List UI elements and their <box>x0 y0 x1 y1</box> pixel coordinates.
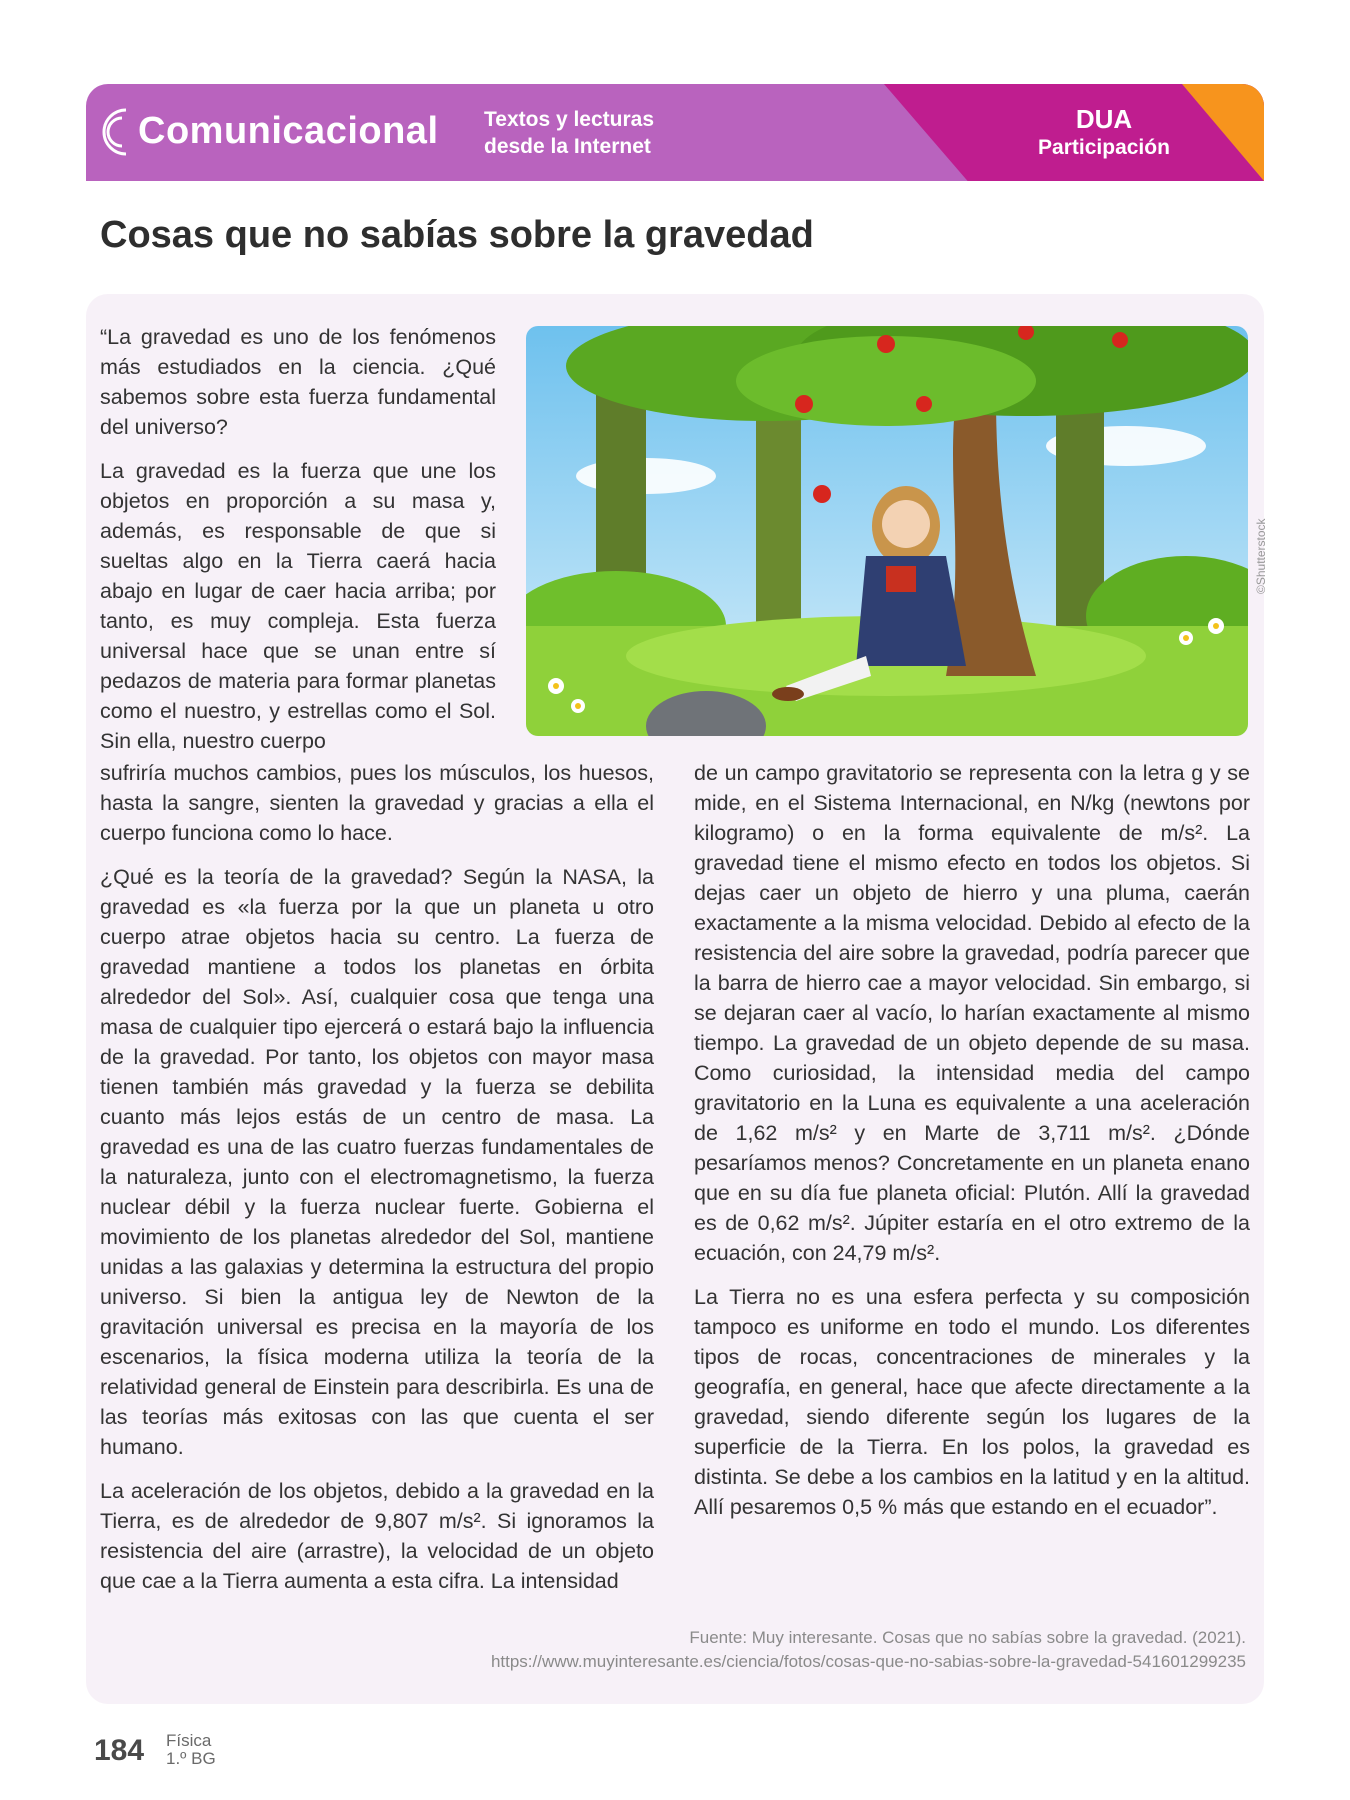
dua-title: DUA <box>1075 104 1133 134</box>
article-right-column <box>694 758 1250 1536</box>
section-banner <box>86 84 1264 181</box>
article-intro-column <box>100 322 496 770</box>
paragraph-2a: La gravedad es la fuerza que une los objetos en proporción a su masa y, además, es responsable de que si sueltas algo en la Tierra caerá hacia abajo en lugar de caer hacia arriba; por tanto, es muy compleja. Esta fuerza universal hace que se unan entre sí pedazos de materia para formar planetas como el nuestro, y estrellas como el Sol. Sin ella, nuestro cuerpo <box>100 459 496 753</box>
subtitle-line-1: Textos y lecturas <box>484 108 655 131</box>
paragraph-6: La Tierra no es una esfera perfecta y su composición tampoco es uniforme en todo el mundo. Los diferentes tipos de rocas, concentraciones de minerales y la geografía, en general, hace que afecte directamente a la gravedad, siendo diferente según los lugares de la superficie de la Tierra. En los polos, la gravedad es distinta. Se debe a los cambios en la latitud y en la altitud. Allí pesaremos 0,5 % más que estando en el ecuador”. <box>694 1285 1250 1519</box>
source-url[interactable]: https://www.muyinteresante.es/ciencia/fotos/cosas-que-no-sabias-sobre-la-gravedad-541601299235 <box>490 1652 1246 1671</box>
paragraph-2b: sufriría muchos cambios, pues los músculos, los huesos, hasta la sangre, sienten la gravedad y gracias a ella el cuerpo funciona como lo hace. <box>100 761 654 845</box>
page-title: Cosas que no sabías sobre la gravedad <box>100 214 814 256</box>
source-citation <box>491 1626 1246 1674</box>
page-number: 184 <box>94 1734 145 1767</box>
newton-tree-scene-icon <box>526 326 1248 736</box>
brand-name: Comunicacional <box>138 110 439 152</box>
subject-name: Física <box>166 1731 212 1750</box>
grade-level: 1.º BG <box>166 1749 216 1768</box>
dua-label <box>1014 104 1194 162</box>
subject-label <box>166 1732 216 1768</box>
dua-subtitle: Participación <box>1038 136 1170 159</box>
subtitle-line-2: desde la Internet <box>484 135 651 158</box>
comunicacional-logo-icon <box>86 96 136 168</box>
paragraph-3: ¿Qué es la teoría de la gravedad? Según la NASA, la gravedad es «la fuerza por la que un planeta u otro cuerpo atrae objetos hacia su centro. La fuerza de gravedad mantiene a todos los planetas en órbita alrededor del Sol». Así, cualquier cosa que tenga una masa de cualquier tipo ejercerá o estará bajo la influencia de la gravedad. Por tanto, los objetos con mayor masa tienen también más gravedad y la fuerza se debilita cuanto más lejos estás de un centro de masa. La gravedad es una de las cuatro fuerzas fundamentales de la naturaleza, junto con el electromagnetismo, la fuerza nuclear débil y la fuerza nuclear fuerte. Gobierna el movimiento de los planetas alrededor del Sol, mantiene unidas a las galaxias y determina la estructura del propio universo. Si bien la antigua ley de Newton de la gravitación universal es precisa en la mayoría de los escenarios, la física moderna utiliza la teoría de la relatividad general de Einstein para describirla. Es una de las teorías más exitosas con las que cuenta el ser humano. <box>100 865 654 1459</box>
section-subtitle <box>484 106 654 160</box>
article-left-column <box>100 758 654 1610</box>
paragraph-5: de un campo gravitatorio se representa con la letra g y se mide, en el Sistema Internacional, en N/kg (newtons por kilogramo) o en la forma equivalente de m/s². La gravedad tiene el mismo efecto en todos los objetos. Si dejas caer un objeto de hierro y una pluma, caerán exactamente a la misma velocidad. Debido al efecto de la resistencia del aire sobre la gravedad, podría parecer que la barra de hierro cae a mayor velocidad. Sin embargo, si se dejaran caer al vacío, lo harían exactamente al mismo tiempo. La gravedad de un objeto depende de su masa. Como curiosidad, la intensidad media del campo gravitatorio en la Luna es equivalente a una aceleración de 1,62 m/s² y en Marte de 3,711 m/s². ¿Dónde pesaríamos menos? Concretamente en un planeta enano que en su día fue planeta oficial: Plutón. Allí la gravedad es de 0,62 m/s². Júpiter estaría en el otro extremo de la ecuación, con 24,79 m/s². <box>694 761 1250 1265</box>
source-line-1: Fuente: Muy interesante. Cosas que no sabías sobre la gravedad. (2021). <box>689 1628 1246 1647</box>
newton-illustration <box>526 326 1248 736</box>
article-card <box>86 294 1268 1704</box>
paragraph-4: La aceleración de los objetos, debido a la gravedad en la Tierra, es de alrededor de 9,807 m/s². Si ignoramos la resistencia del aire (arrastre), la velocidad de un objeto que cae a la Tierra aumenta a esta cifra. La intensidad <box>100 1479 654 1593</box>
image-credit: ©Shutterstock <box>1254 518 1268 594</box>
paragraph-1: “La gravedad es uno de los fenómenos más estudiados en la ciencia. ¿Qué sabemos sobre esta fuerza fundamental del universo? <box>100 325 496 439</box>
